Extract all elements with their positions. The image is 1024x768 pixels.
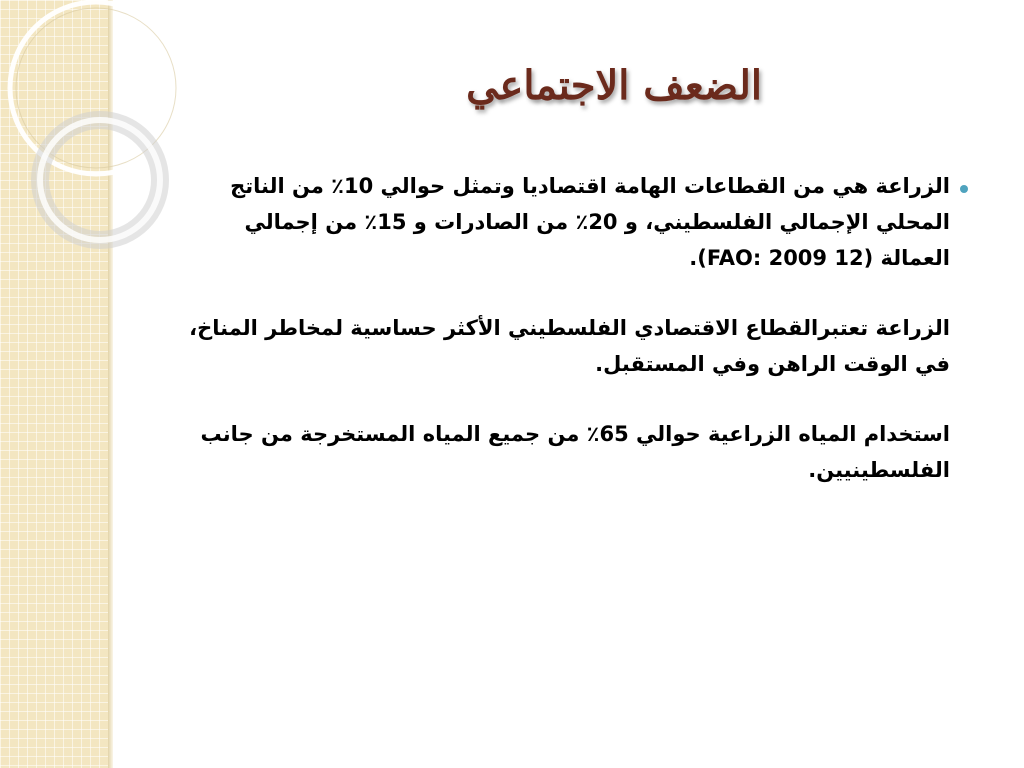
bullet-list bbox=[180, 168, 950, 522]
bullet-dot-icon bbox=[960, 185, 968, 193]
paragraph-water-use: استخدام المياه الزراعية حوالي 65٪ من جميع المياه المستخرجة من جانب الفلسطينيين. bbox=[200, 422, 950, 482]
paragraph-agriculture-economy: الزراعة هي من القطاعات الهامة اقتصاديا وتمثل حوالي 10٪ من الناتج المحلي الإجمالي الفلسطيني، و 20٪ من الصادرات و 15٪ من إجمالي العمالة (FAO: 2009 12). bbox=[230, 174, 950, 270]
slide-title: الضعف الاجتماعي bbox=[466, 62, 762, 109]
paragraph-climate-sensitivity: الزراعة تعتبرالقطاع الاقتصادي الفلسطيني الأكثر حساسية لمخاطر المناخ، في الوقت الراهن وفي المستقبل. bbox=[189, 316, 950, 376]
